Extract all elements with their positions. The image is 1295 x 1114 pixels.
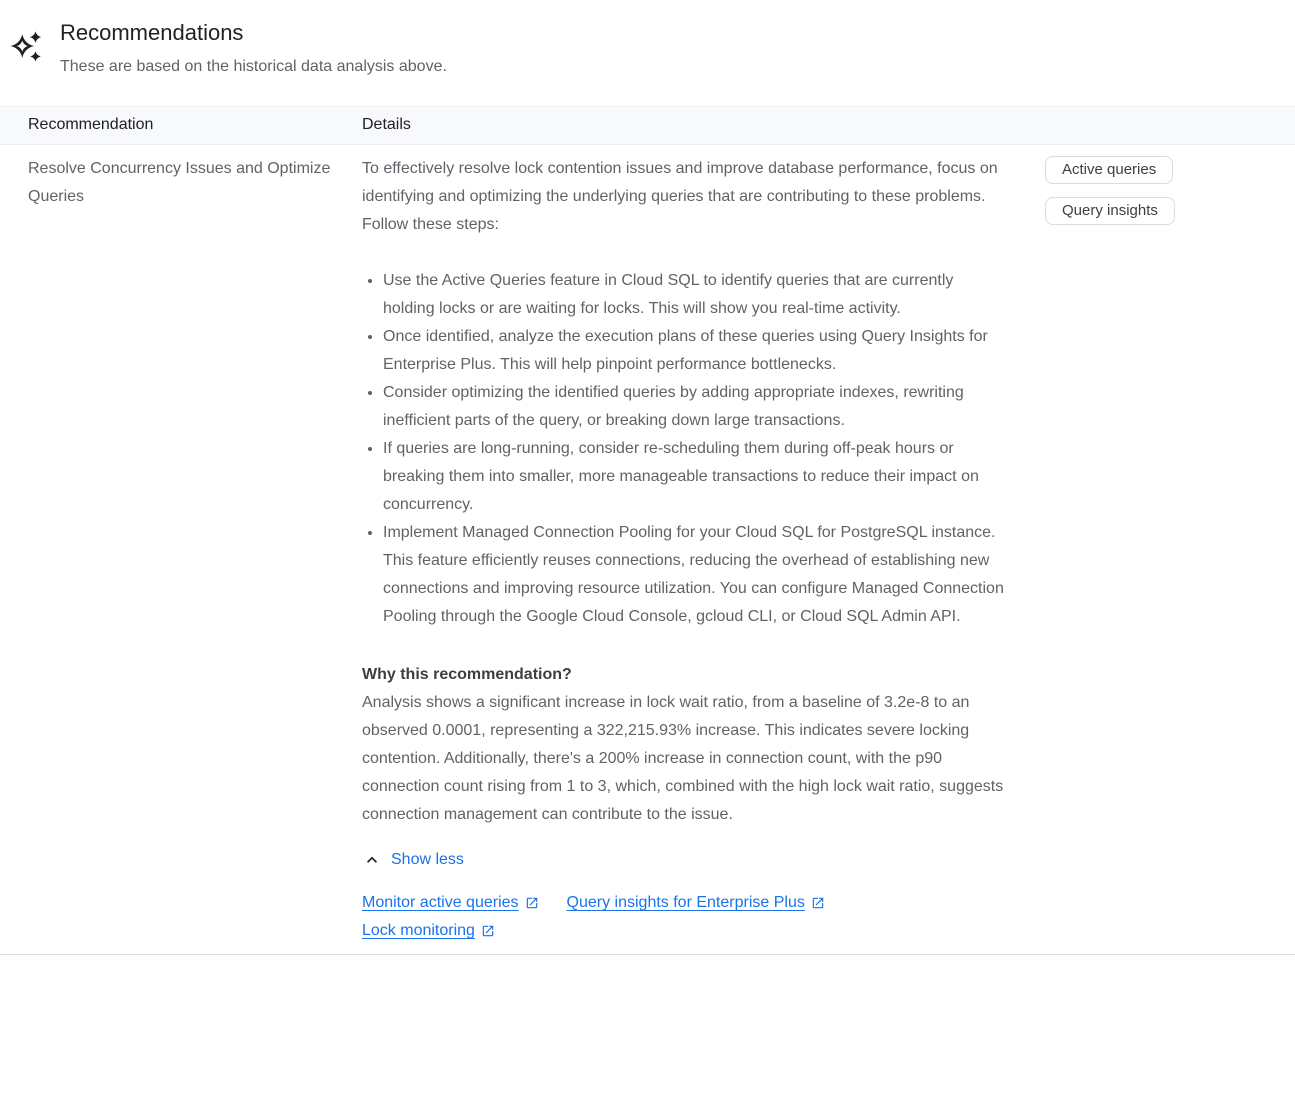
bullet-item: • Implement Managed Connection Pooling for your Cloud SQL for PostgreSQL instance. This feature efficiently reuses connections, reducing the overhead of establishing new connections and improving resource utilization. You can configure Managed Connection Pooling through the Google Cloud Console, gcloud CLI, or Cloud SQL Admin API. — [383, 519, 1007, 631]
why-recommendation-text: Analysis shows a significant increase in lock wait ratio, from a baseline of 3.2e-8 to an observed 0.0001, representing a 322,215.93% increase. This indicates severe locking contention. Additionally, there's a 200% increase in connection count, with the p90 connection count rising from 1 to 3, which, combined with the high lock wait ratio, suggests connection management can contribute to the issue. — [362, 694, 1004, 823]
column-header-actions — [1022, 107, 1295, 144]
show-less-button[interactable] — [362, 850, 464, 870]
page-title: Recommendations — [60, 20, 244, 45]
recommendation-title: Resolve Concurrency Issues and Optimize Queries — [28, 160, 331, 205]
external-link-icon — [481, 924, 495, 938]
details-bullet-list — [362, 267, 1007, 631]
recommendations-table — [0, 106, 1295, 955]
link-query-insights-enterprise-plus[interactable] — [567, 889, 825, 917]
links-line-1 — [362, 889, 1007, 917]
table-header-row — [0, 106, 1295, 145]
bullet-item: • Once identified, analyze the execution plans of these queries using Query Insights for Enterprise Plus. This will help pinpoint performance bottlenecks. — [383, 323, 1007, 379]
external-link-icon — [525, 896, 539, 910]
bullet-item: • Consider optimizing the identified queries by adding appropriate indexes, rewriting inefficient parts of the query, or breaking down large transactions. — [383, 379, 1007, 435]
link-label: Monitor active queries — [362, 894, 519, 911]
link-monitor-active-queries[interactable] — [362, 889, 539, 917]
column-header-recommendation: Recommendation — [28, 116, 154, 133]
why-recommendation-heading: Why this recommendation? — [362, 666, 572, 683]
recommendation-details — [362, 155, 1022, 945]
page-subtitle: These are based on the historical data analysis above. — [60, 58, 447, 75]
recommendation-actions — [1022, 155, 1295, 945]
related-links — [362, 889, 1007, 945]
show-less-label: Show less — [391, 851, 464, 868]
recommendations-header — [0, 0, 1295, 79]
bullet-item: • Use the Active Queries feature in Cloud SQL to identify queries that are currently holding locks or are waiting for locks. This will show you real-time activity. — [383, 267, 1007, 323]
active-queries-chip[interactable]: Active queries — [1045, 156, 1173, 184]
header-text — [60, 18, 447, 79]
bullet-item: • If queries are long-running, consider re-scheduling them during off-peak hours or breaking them into smaller, more manageable transactions to reduce their impact on concurrency. — [383, 435, 1007, 519]
link-label: Lock monitoring — [362, 922, 475, 939]
query-insights-chip[interactable]: Query insights — [1045, 197, 1175, 225]
table-row — [0, 145, 1295, 955]
gemini-sparkle-icon — [10, 30, 44, 69]
external-link-icon — [811, 896, 825, 910]
links-line-2 — [362, 917, 1007, 945]
chevron-up-icon — [362, 850, 382, 870]
link-lock-monitoring[interactable] — [362, 917, 495, 945]
column-header-details: Details — [362, 116, 411, 133]
details-intro: To effectively resolve lock contention issues and improve database performance, focus on identifying and optimizing the underlying queries that are contributing to these problems. Follow these steps: — [362, 160, 998, 233]
link-label: Query insights for Enterprise Plus — [566, 894, 805, 911]
